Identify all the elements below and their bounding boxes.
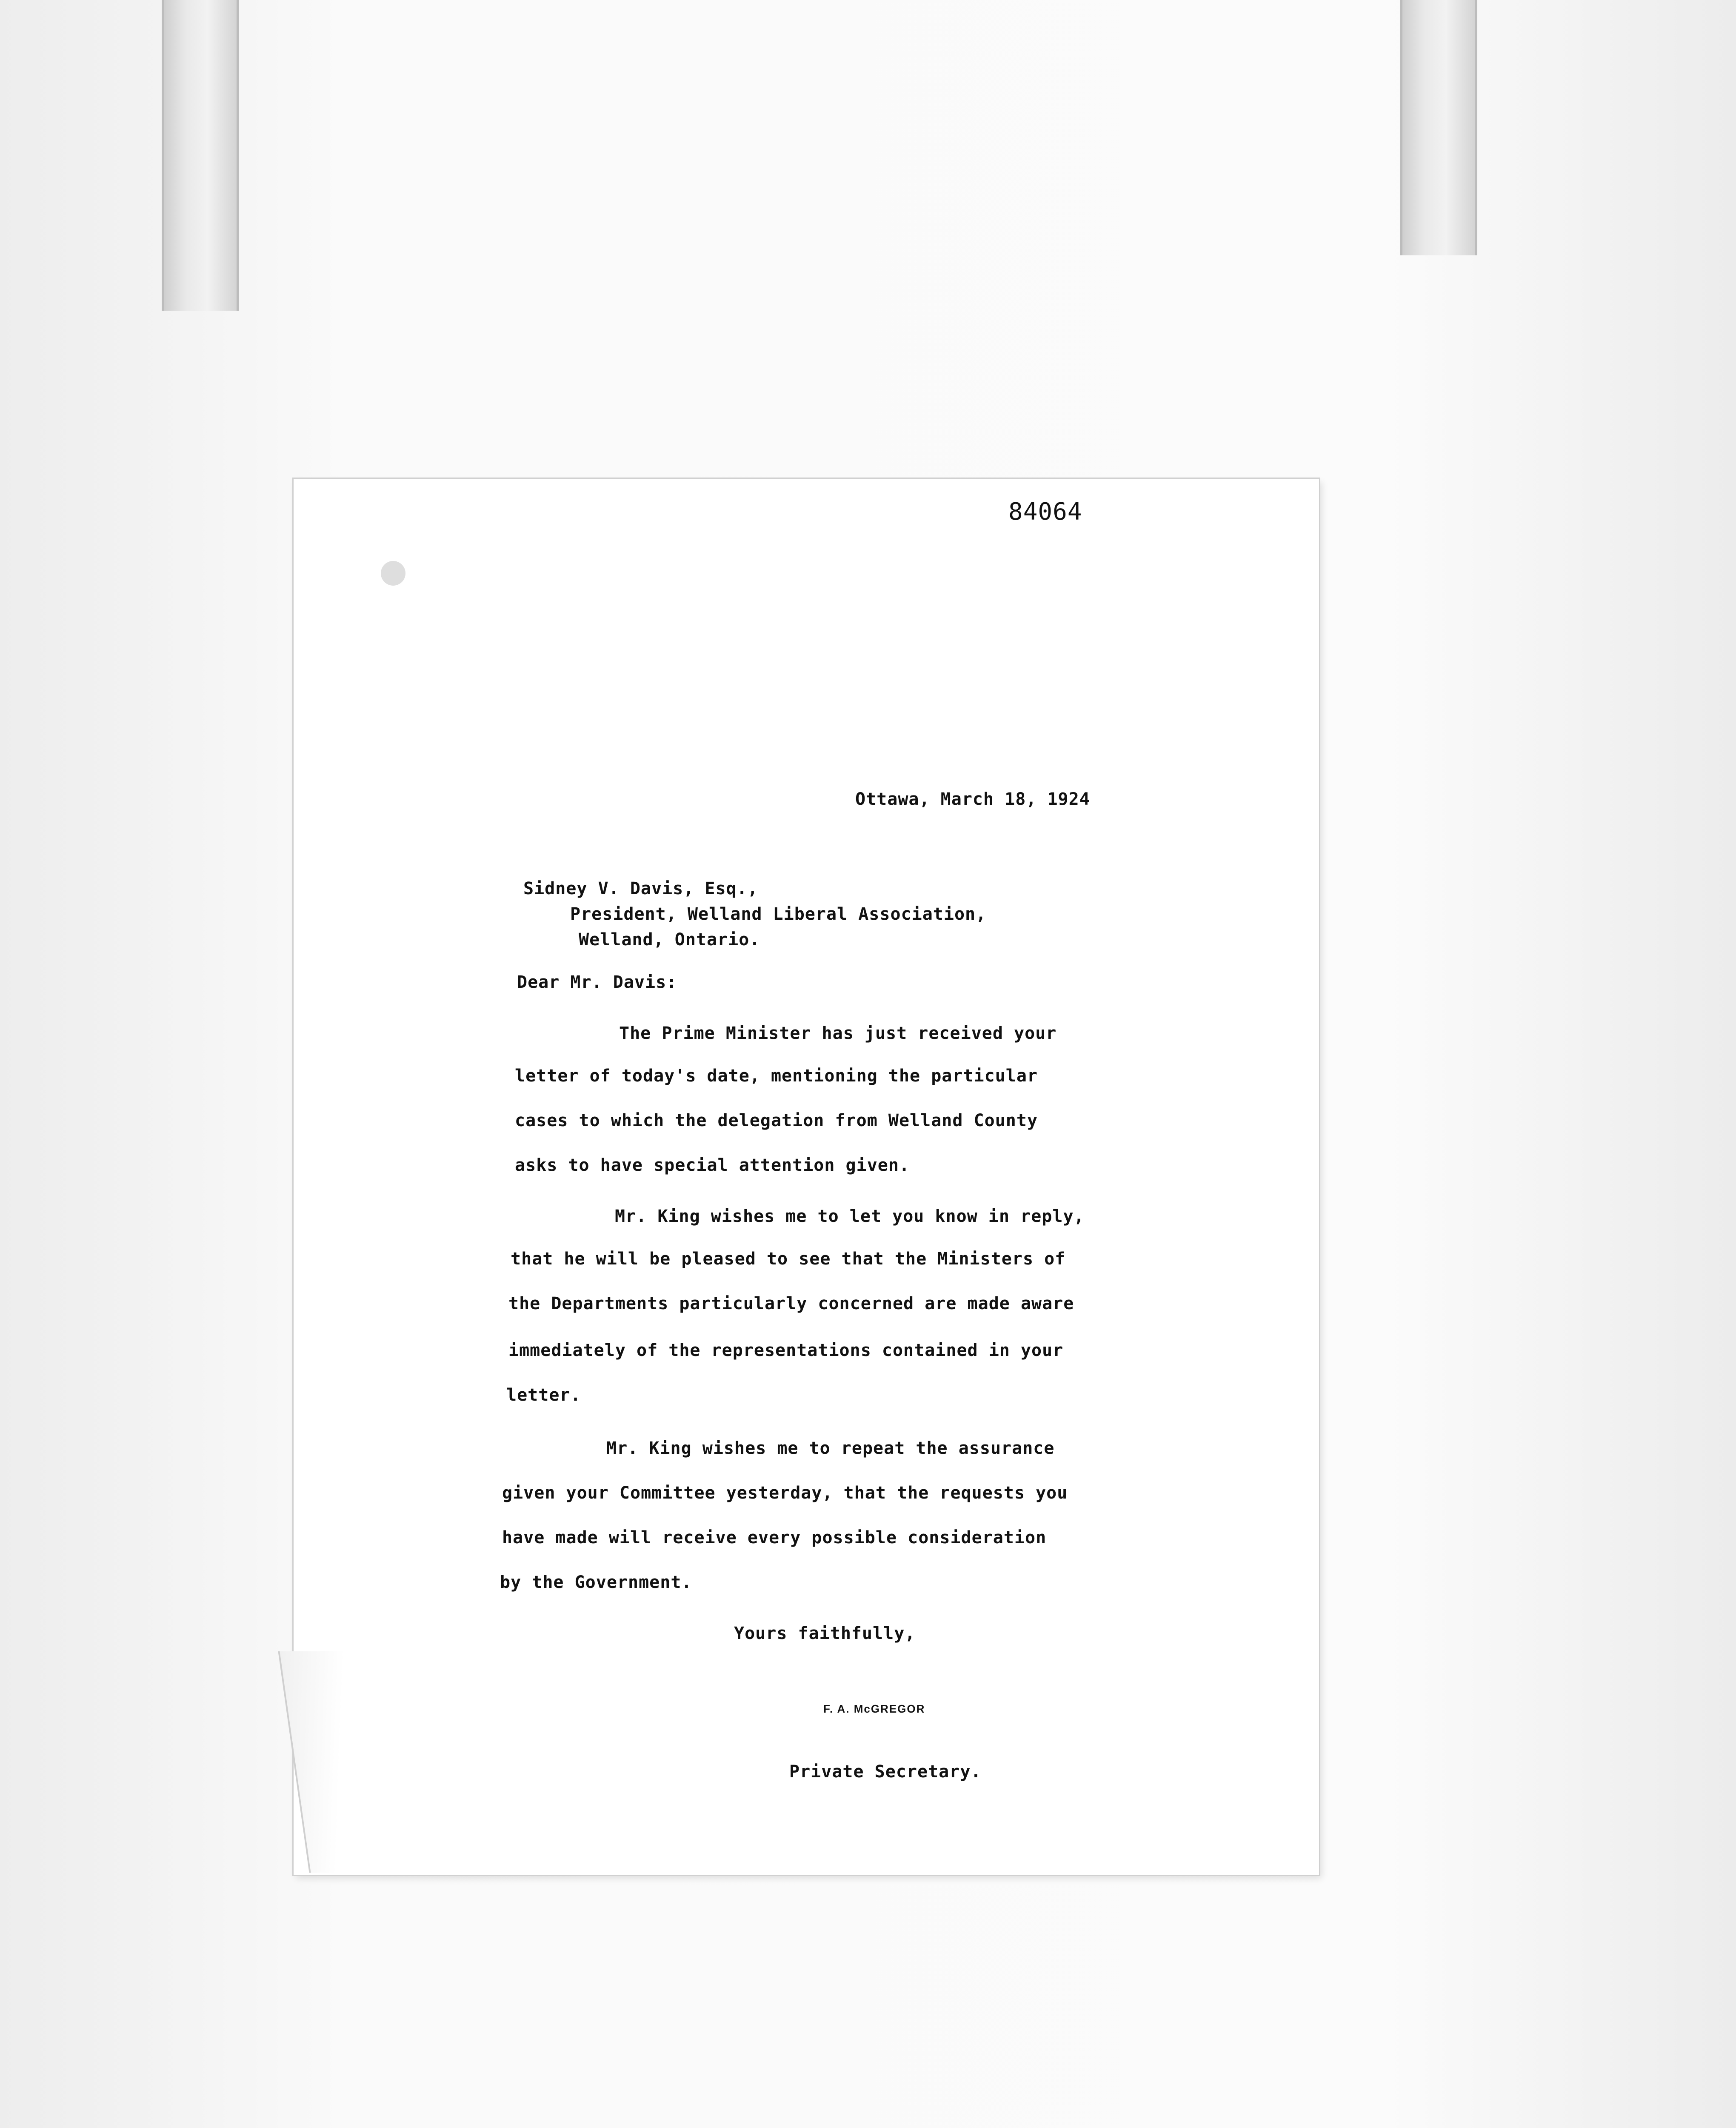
letter-sheet [294,479,1319,1875]
body-line: immediately of the representations contained in your [508,1341,1064,1360]
body-line: that he will be pleased to see that the Ministers of [511,1249,1066,1269]
closing: Yours faithfully, [734,1624,916,1643]
body-line: given your Committee yesterday, that the requests you [502,1483,1068,1503]
recipient-name: Sidney V. Davis, Esq., [523,879,758,898]
body-line: Mr. King wishes me to let you know in reply, [615,1207,1085,1226]
recipient-title: President, Welland Liberal Association, [570,904,987,924]
body-line: by the Government. [500,1573,692,1592]
document-number: 84064 [1008,498,1082,526]
recipient-location: Welland, Ontario. [579,930,760,950]
body-line: have made will receive every possible consideration [502,1528,1047,1547]
body-line: asks to have special attention given. [515,1156,910,1175]
salutation: Dear Mr. Davis: [517,972,677,992]
body-line: letter. [506,1385,581,1405]
dateline: Ottawa, March 18, 1924 [855,789,1090,809]
signature-stamp: F. A. McGREGOR [823,1702,925,1715]
body-line: Mr. King wishes me to repeat the assurance [606,1439,1055,1458]
body-line: cases to which the delegation from Welland County [515,1111,1038,1130]
body-line: letter of today's date, mentioning the particular [515,1066,1038,1086]
mount-tape [162,0,239,311]
punch-hole [381,561,405,586]
body-line: The Prime Minister has just received your [619,1024,1057,1043]
body-line: the Departments particularly concerned are made aware [508,1294,1074,1313]
signer-title: Private Secretary. [789,1762,982,1782]
mount-tape [1400,0,1477,255]
